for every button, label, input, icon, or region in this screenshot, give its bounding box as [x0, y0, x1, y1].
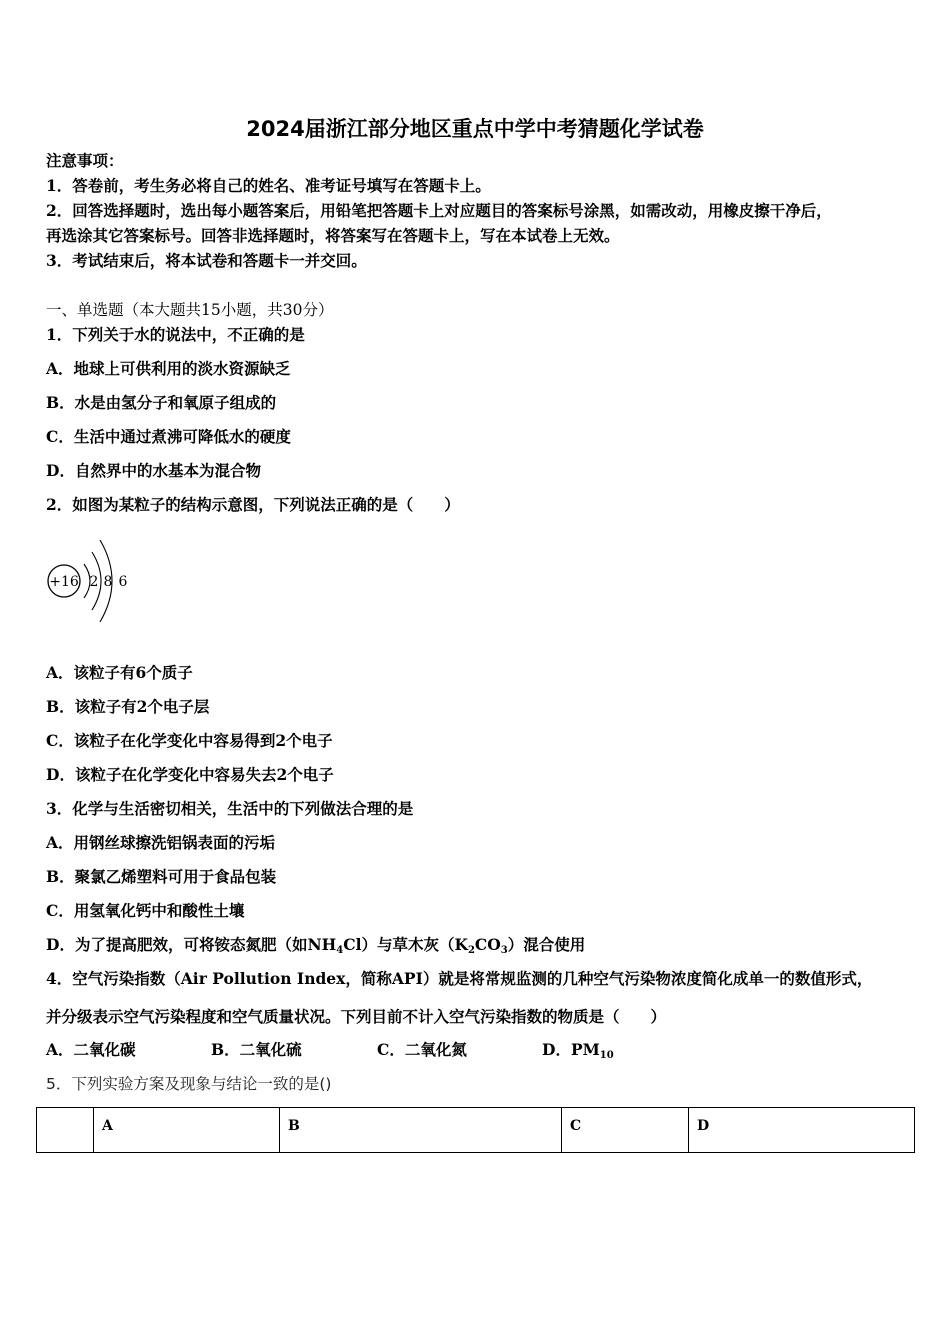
table-cell: B	[280, 1108, 562, 1153]
table-cell	[37, 1108, 94, 1153]
q2-option-c: C．该粒子在化学变化中容易得到2个电子	[46, 731, 333, 750]
notice-item: 3．考试结束后，将本试卷和答题卡一并交回。	[46, 251, 367, 270]
table-cell: C	[562, 1108, 689, 1153]
table-row	[37, 1108, 915, 1153]
q2-stem: 2．如图为某粒子的结构示意图，下列说法正确的是（ ）	[46, 495, 460, 514]
q1-stem: 1．下列关于水的说法中，不正确的是	[46, 325, 305, 344]
q1-option-d: D．自然界中的水基本为混合物	[46, 461, 261, 480]
exam-title: 2024届浙江部分地区重点中学中考猜题化学试卷	[246, 117, 704, 141]
shell-electron-count: 8	[103, 574, 113, 590]
q2-option-b: B．该粒子有2个电子层	[46, 697, 210, 716]
notice-item: 再选涂其它答案标号。回答非选择题时，将答案写在答题卡上，写在本试卷上无效。	[46, 226, 620, 245]
q3-stem: 3．化学与生活密切相关，生活中的下列做法合理的是	[46, 799, 414, 818]
table-cell: D	[689, 1108, 915, 1153]
atom-structure-diagram	[42, 526, 134, 636]
q4-option-d: D．$PM_{10}$	[542, 1040, 614, 1061]
shell-electron-count: 6	[118, 574, 128, 590]
q4-stem-line2: 并分级表示空气污染程度和空气质量状况。下列目前不计入空气污染指数的物质是（ ）	[46, 1007, 667, 1026]
section-heading: 一、单选题（本大题共15小题，共30分）	[46, 301, 334, 319]
q1-option-c: C．生活中通过煮沸可降低水的硬度	[46, 427, 291, 446]
notice-item: 1．答卷前，考生务必将自己的姓名、准考证号填写在答题卡上。	[46, 176, 491, 195]
q3-option-a: A．用钢丝球擦洗铝锅表面的污垢	[46, 833, 276, 852]
q3-option-d: D．为了提高肥效，可将铵态氮肥（如$NH_4Cl$）与草木灰$(K_2CO_3)$混合使用	[46, 935, 586, 956]
q4-option-a: A．二氧化碳	[46, 1040, 136, 1059]
q2-option-a: A．该粒子有6个质子	[46, 663, 193, 682]
q1-option-b: B．水是由氢分子和氧原子组成的	[46, 393, 277, 412]
q5-options-table	[36, 1107, 915, 1153]
q4-option-c: C．二氧化氮	[377, 1040, 467, 1059]
notice-item: 2．回答选择题时，选出每小题答案后，用铅笔把答题卡上对应题目的答案标号涂黑，如需改动，用橡皮擦干净后，	[46, 201, 832, 220]
q3-option-b: B．聚氯乙烯塑料可用于食品包装	[46, 867, 277, 886]
q4-stem-line1: 4．空气污染指数（Air Pollution Index，简称API）就是将常规监测的几种空气污染物浓度简化成单一的数值形式，	[46, 969, 873, 988]
q3-option-c: C．用氢氧化钙中和酸性土壤	[46, 901, 245, 920]
shell-electron-count: 2	[89, 574, 99, 590]
q1-option-a: A．地球上可供利用的淡水资源缺乏	[46, 359, 291, 378]
notice-heading: 注意事项：	[46, 151, 124, 170]
q5-stem: 5．下列实验方案及现象与结论一致的是()	[46, 1075, 332, 1093]
nucleus-charge: +16	[49, 574, 79, 590]
table-cell: A	[94, 1108, 280, 1153]
q2-option-d: D．该粒子在化学变化中容易失去2个电子	[46, 765, 334, 784]
q4-option-b: B．二氧化硫	[211, 1040, 302, 1059]
